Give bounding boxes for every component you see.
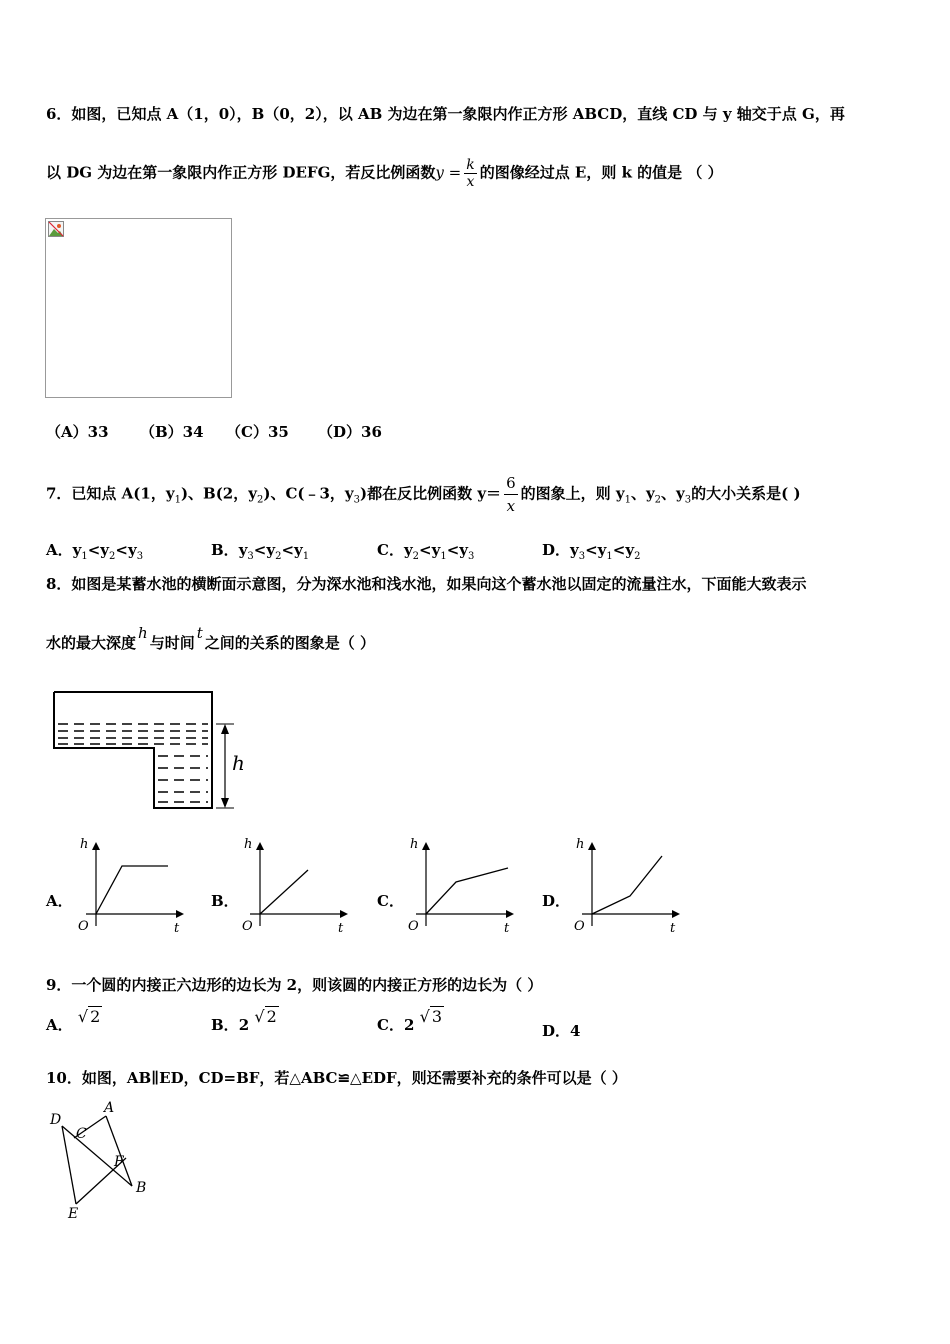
q7-option-d-sub2: 1 [606,551,613,562]
q9-option-b-letter: B． [211,1016,239,1034]
q8-graph-c-h: h [410,837,419,852]
q7-stem-e: 的图象上，则 y [520,484,625,503]
q7-stem-sub-a: 1 [624,494,631,506]
q9-option-c-sqrt: √ 3 [419,1007,443,1026]
q8-depth-label: h [232,751,245,775]
q7-option-b-letter: B． [211,541,239,559]
q6-line2 [46,157,723,190]
q8-graph-a-o: O [78,919,89,934]
q7-stem-f: 、y [630,484,655,503]
q8-graph-a-line [96,866,168,914]
q7-option-c-sub2: 1 [440,551,447,562]
q6-option-d: （D）36 [318,423,382,441]
q8-graph-d [568,832,686,940]
q7-option-a-sub3: 3 [136,551,144,562]
q8-graph-d-line [592,856,662,914]
q7-stem-g: 、y [661,484,685,503]
q8-option-d-label: D． [542,892,571,910]
q9-option-a-sqrt: √ 2 [77,1007,101,1026]
q7-stem-c: )、C(﹣3，y [263,484,354,503]
q10-label-f: F [114,1154,124,1170]
q7-option-c-text1: y [403,541,413,559]
q8-var-t: t [196,624,203,642]
q7-option-a-text2: <y [87,541,110,559]
q7-option-b-text2: <y [253,541,276,559]
q7-option-c-text3: <y [446,541,469,559]
q8-graph-a-h: h [80,837,89,852]
q7-option-d-text2: <y [585,541,607,559]
q8-var-h: h [138,624,148,642]
q7-option-d-sub1: 3 [578,551,586,562]
q6-option-b: （B）34 [140,423,204,441]
q7-stem-d: )都在反比例函数 y＝ [360,484,502,503]
q9-option-d-letter: D． [542,1022,571,1040]
q7-option-b-text1: y [238,541,248,559]
q9-option-a [46,1007,102,1035]
q7-sub2: 2 [256,494,264,506]
q8-graph-b-t: t [338,921,344,936]
q7-option-a-text1: y [72,541,82,559]
q7-option-c-text2: <y [419,541,441,559]
q8-graph-b-o: O [242,919,253,934]
q9-option-a-radicand: 2 [90,1007,101,1026]
q8-graph-c-t: t [504,921,510,936]
q9-option-b-radicand: 2 [266,1007,277,1026]
q7-sub1: 1 [174,494,181,506]
q10-label-e: E [68,1206,79,1220]
q7-option-b-text3: <y [281,541,303,559]
q7-option-a-text3: <y [115,541,137,559]
q10-label-d: D [50,1112,62,1128]
q7-option-a [46,539,143,562]
q6-line2-b: 的图像经过点 E，则 k 的值是 （ ） [479,163,723,182]
q7-option-c-letter: C． [377,541,404,559]
q8-graph-d-h: h [576,837,585,852]
q7-option-a-sub1: 1 [81,551,88,562]
q8-option-a-label: A． [46,892,73,910]
q9-option-b-coef: 2 [238,1016,250,1034]
q10-label-b: B [136,1180,147,1196]
q8-line2-b: 与时间 [149,634,195,652]
q7-sub3: 3 [353,494,361,506]
q8-graph-d-o: O [574,919,585,934]
q7-option-a-sub2: 2 [109,551,116,562]
q7-stem-h: 的大小关系是( ) [691,484,801,503]
q7-option-b-sub1: 3 [247,551,254,562]
q8-option-b-label: B． [211,892,239,910]
q9-option-c-radicand: 3 [431,1007,443,1026]
q9-option-a-letter: A． [46,1016,73,1034]
q8-graph-c-line [426,868,508,914]
q7-option-d-text1: y [570,541,579,559]
q6-option-c: （C）35 [226,423,289,441]
q8-graph-b-h: h [244,837,253,852]
q7-stem-sub-b: 2 [654,494,662,506]
q7-stem [46,472,801,517]
q6-func-den: x [466,174,475,190]
q6-func-num: k [466,157,475,173]
q10-label-a: A [104,1100,115,1116]
q8-option-c-label: C． [377,892,404,910]
q8-graph-a-t: t [174,921,180,936]
q7-frac-num: 6 [504,472,518,495]
q7-stem-b: )、B(2，y [180,484,257,503]
q6-func-y: y = [435,163,462,182]
q9-option-b-sqrt: √ 2 [254,1007,277,1026]
q8-water-dashes [58,724,208,802]
q7-option-d-letter: D． [542,541,571,559]
q9-option-c-letter: C． [377,1016,404,1034]
q7-option-b-sub3: 1 [302,551,310,562]
q9-option-c-coef: 2 [403,1016,415,1034]
q8-graph-a [72,832,190,940]
q6-line2-a: 以 DG 为边在第一象限内作正方形 DEFG，若反比例函数 [46,163,436,182]
q8-line2 [46,624,375,653]
q9-option-d-value: 4 [570,1022,581,1040]
q8-reservoir-outline [54,692,212,808]
q6-func-fraction [464,157,476,190]
q6-option-a: （A）33 [46,423,109,441]
q8-graph-b-line [260,870,308,914]
q10-stem: 10．如图，AB∥ED，CD=BF，若△ABC≌△EDF，则还需要补充的条件可以是（ ） [46,1069,627,1087]
q8-line2-c: 之间的关系的图象是（ ） [204,634,375,652]
q8-graph-c-o: O [408,919,419,934]
q7-fraction [504,472,518,517]
q8-graph-c [402,832,520,940]
q7-option-d-text3: <y [612,541,635,559]
q8-graph-d-t: t [670,921,676,936]
q7-option-c [377,539,474,562]
q9-option-c [377,1007,444,1035]
q7-option-b [211,539,309,562]
q7-option-d-sub3: 2 [634,551,641,562]
q7-option-c-sub1: 2 [412,551,420,562]
q9-stem: 9．一个圆的内接正六边形的边长为 2，则该圆的内接正方形的边长为（ ） [46,976,543,994]
q8-graph-b [236,832,354,940]
q8-reservoir-diagram [50,690,260,815]
q7-option-d [542,539,640,562]
q7-option-b-sub2: 2 [275,551,282,562]
q7-option-a-letter: A． [46,541,73,559]
broken-image-icon [48,221,64,237]
q10-figure [44,1098,154,1220]
q7-stem-sub-c: 3 [684,494,692,506]
q7-frac-den: x [506,497,516,515]
q9-option-b [211,1007,279,1035]
q7-option-c-sub3: 3 [468,551,475,562]
q6-line1: 6．如图，已知点 A（1，0），B（0，2），以 AB 为边在第一象限内作正方形 ABCD，直线 CD 与 y 轴交于点 G，再 [46,105,845,123]
q8-line2-a: 水的最大深度 [46,634,137,652]
q6-figure-placeholder [45,218,232,398]
q9-option-d [542,1020,580,1041]
q10-label-c: C [76,1126,87,1142]
q8-line1: 8．如图是某蓄水池的横断面示意图，分为深水池和浅水池，如果向这个蓄水池以固定的流量注水，下面能大致表示 [46,575,807,593]
q7-stem-a: 7．已知点 A(1，y [46,484,175,503]
